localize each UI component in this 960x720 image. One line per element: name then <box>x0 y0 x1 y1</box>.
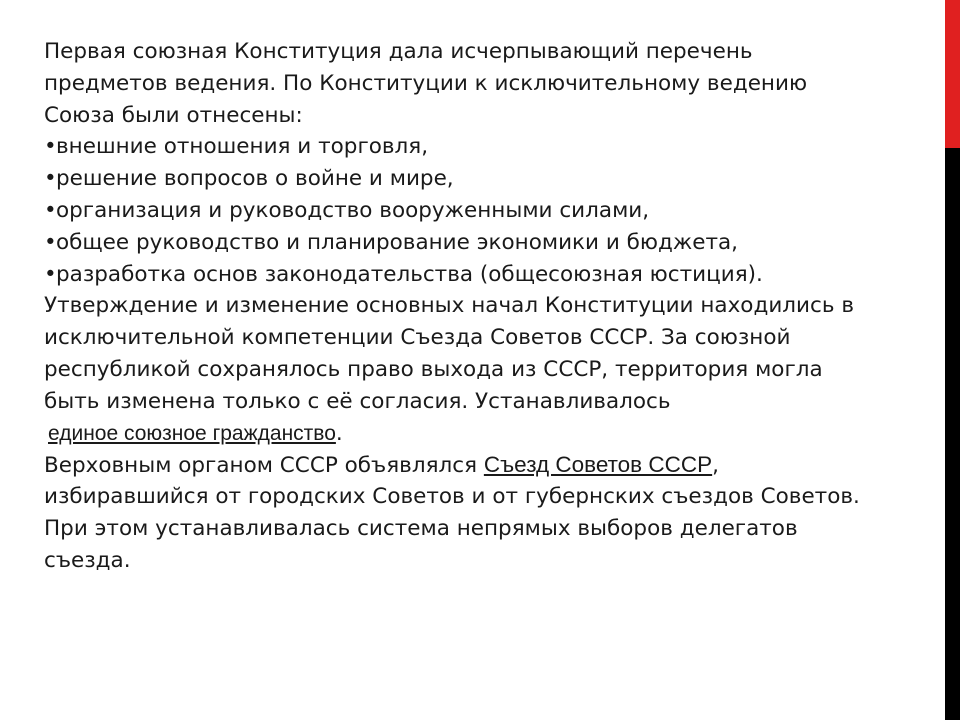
slide-body-text <box>44 36 924 577</box>
bullet-text: внешние отношения и торговля, <box>56 134 429 160</box>
bullet-item <box>44 163 924 195</box>
bullet-item <box>44 131 924 163</box>
bullet-text: разработка основ законодательства (общесоюзная юстиция). <box>56 261 763 287</box>
para3-line: При этом устанавливалась система непрямых выборов делегатов <box>44 515 798 541</box>
para3-line: съезда. <box>44 547 131 573</box>
para2-line: республикой сохранялось право выхода из СССР, территория могла <box>44 356 823 382</box>
link-tail: . <box>335 420 343 446</box>
para2-line: Утверждение и изменение основных начал Конституции находились в <box>44 293 855 319</box>
para3-line: избиравшийся от городских Советов и от губернских съездов Советов. <box>44 484 860 510</box>
bullet-text: решение вопросов о войне и мире, <box>56 166 454 192</box>
bullet-icon: • <box>44 261 57 287</box>
intro-line: Первая союзная Конституция дала исчерпывающий перечень <box>44 39 753 64</box>
bullet-icon: • <box>44 197 57 223</box>
bullet-text: общее руководство и планирование экономики и бюджета, <box>56 229 739 255</box>
bullet-icon: • <box>44 134 57 160</box>
accent-bar-red <box>945 0 960 148</box>
citizenship-link[interactable]: единое союзное гражданство <box>48 421 336 445</box>
bullet-icon: • <box>44 229 57 255</box>
para2-line: быть изменена только с её согласия. Устанавливалось <box>44 388 671 414</box>
congress-link[interactable]: Съезд Советов СССР <box>483 452 713 478</box>
bullet-item <box>44 259 924 291</box>
intro-line: Союза были отнесены: <box>44 102 303 128</box>
para2-line: исключительной компетенции Съезда Советов СССР. За союзной <box>44 325 791 351</box>
link-tail: , <box>712 453 719 479</box>
intro-line: предметов ведения. По Конституции к исключительному ведению <box>44 70 808 96</box>
accent-bar-black <box>945 148 960 720</box>
para2-link-line <box>44 418 924 450</box>
bullet-item <box>44 195 924 227</box>
bullet-text: организация и руководство вооруженными силами, <box>56 197 650 223</box>
para3-line <box>44 449 924 481</box>
bullet-icon: • <box>44 166 57 192</box>
bullet-item <box>44 227 924 259</box>
para3-lead: Верховным органом СССР объявлялся <box>44 453 484 479</box>
